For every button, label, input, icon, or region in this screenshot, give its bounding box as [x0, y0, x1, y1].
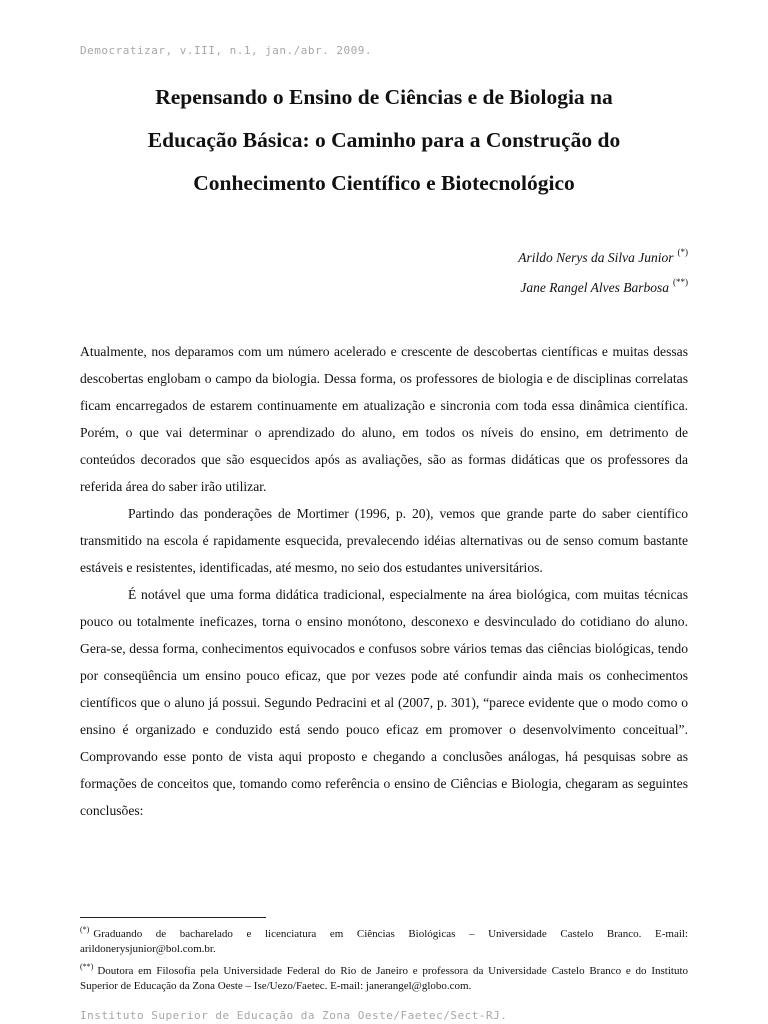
footnote-mark: (**): [80, 962, 94, 971]
footnote-text: Doutora em Filosofia pela Universidade Federal do Rio de Janeiro e professora da Universidade Castelo Branco e do Instituto Superior de Educação da Zona Oeste – Ise/Uezo/Faetec. E-mail: janerangel@globo.com.: [80, 965, 688, 992]
running-foot: Instituto Superior de Educação da Zona Oeste/Faetec/Sect-RJ.: [80, 1009, 508, 1022]
footnote-mark: (*): [80, 925, 90, 934]
footnotes: [80, 922, 688, 996]
author-name: Jane Rangel Alves Barbosa: [520, 280, 669, 295]
author-line: [518, 270, 688, 300]
author-list: [518, 240, 688, 300]
footnote: [80, 959, 688, 994]
footnote-divider: [80, 917, 266, 918]
title-line: Repensando o Ensino de Ciências e de Biologia na: [155, 85, 613, 109]
author-name: Arildo Nerys da Silva Junior: [518, 250, 674, 265]
footnote-text: Graduando de bacharelado e licenciatura em Ciências Biológicas – Universidade Castelo Branco. E-mail: arildonerysjunior@bol.com.br.: [80, 928, 688, 955]
running-head: Democratizar, v.III, n.1, jan./abr. 2009.: [80, 44, 373, 57]
title-line: Educação Básica: o Caminho para a Construção do: [147, 128, 621, 152]
body-paragraph: Partindo das ponderações de Mortimer (1996, p. 20), vemos que grande parte do saber científico transmitido na escola é rapidamente esquecida, prevalecendo idéias alternativas ou de senso comum bastante estáveis e resistentes, identificadas, até mesmo, no seio dos estudantes universitários.: [80, 506, 688, 575]
author-footnote-mark: (**): [673, 277, 688, 287]
title-line: Conhecimento Científico e Biotecnológico: [193, 171, 575, 195]
article-title: [78, 76, 690, 205]
author-line: [518, 240, 688, 270]
body-paragraph: É notável que uma forma didática tradicional, especialmente na área biológica, com muitas técnicas pouco ou totalmente ineficazes, torna o ensino monótono, desconexo e desvinculado do cotidiano do aluno. Gera-se, dessa forma, conhecimentos equivocados e confusos sobre vários temas das ciências biológicas, tendo por conseqüência um ensino pouco eficaz, que por vezes pode até confundir ainda mais os conhecimentos científicos que o aluno já possui. Segundo Pedracini et al (2007, p. 301), “parece evidente que o modo como o ensino é organizado e conduzido está sendo pouco eficaz em promover o desenvolvimento conceitual”. Comprovando esse ponto de vista aqui proposto e chegando a conclusões análogas, há pesquisas sobre as formações de conceitos que, tomando como referência o ensino de Ciências e Biologia, chegaram as seguintes conclusões:: [80, 587, 688, 818]
footnote: [80, 922, 688, 957]
article-body: [80, 338, 688, 824]
author-footnote-mark: (*): [677, 247, 688, 257]
body-paragraph: Atualmente, nos deparamos com um número acelerado e crescente de descobertas científicas e muitas dessas descobertas englobam o campo da biologia. Dessa forma, os professores de biologia e de disciplinas correlatas ficam encarregados de estarem continuamente em atualização e sincronia com toda essa dinâmica científica. Porém, o que vai determinar o aprendizado do aluno, em todos os níveis do ensino, em detrimento de conteúdos decorados que são esquecidos após as avaliações, são as formas didáticas que os professores da referida área do saber irão utilizar.: [80, 344, 688, 494]
